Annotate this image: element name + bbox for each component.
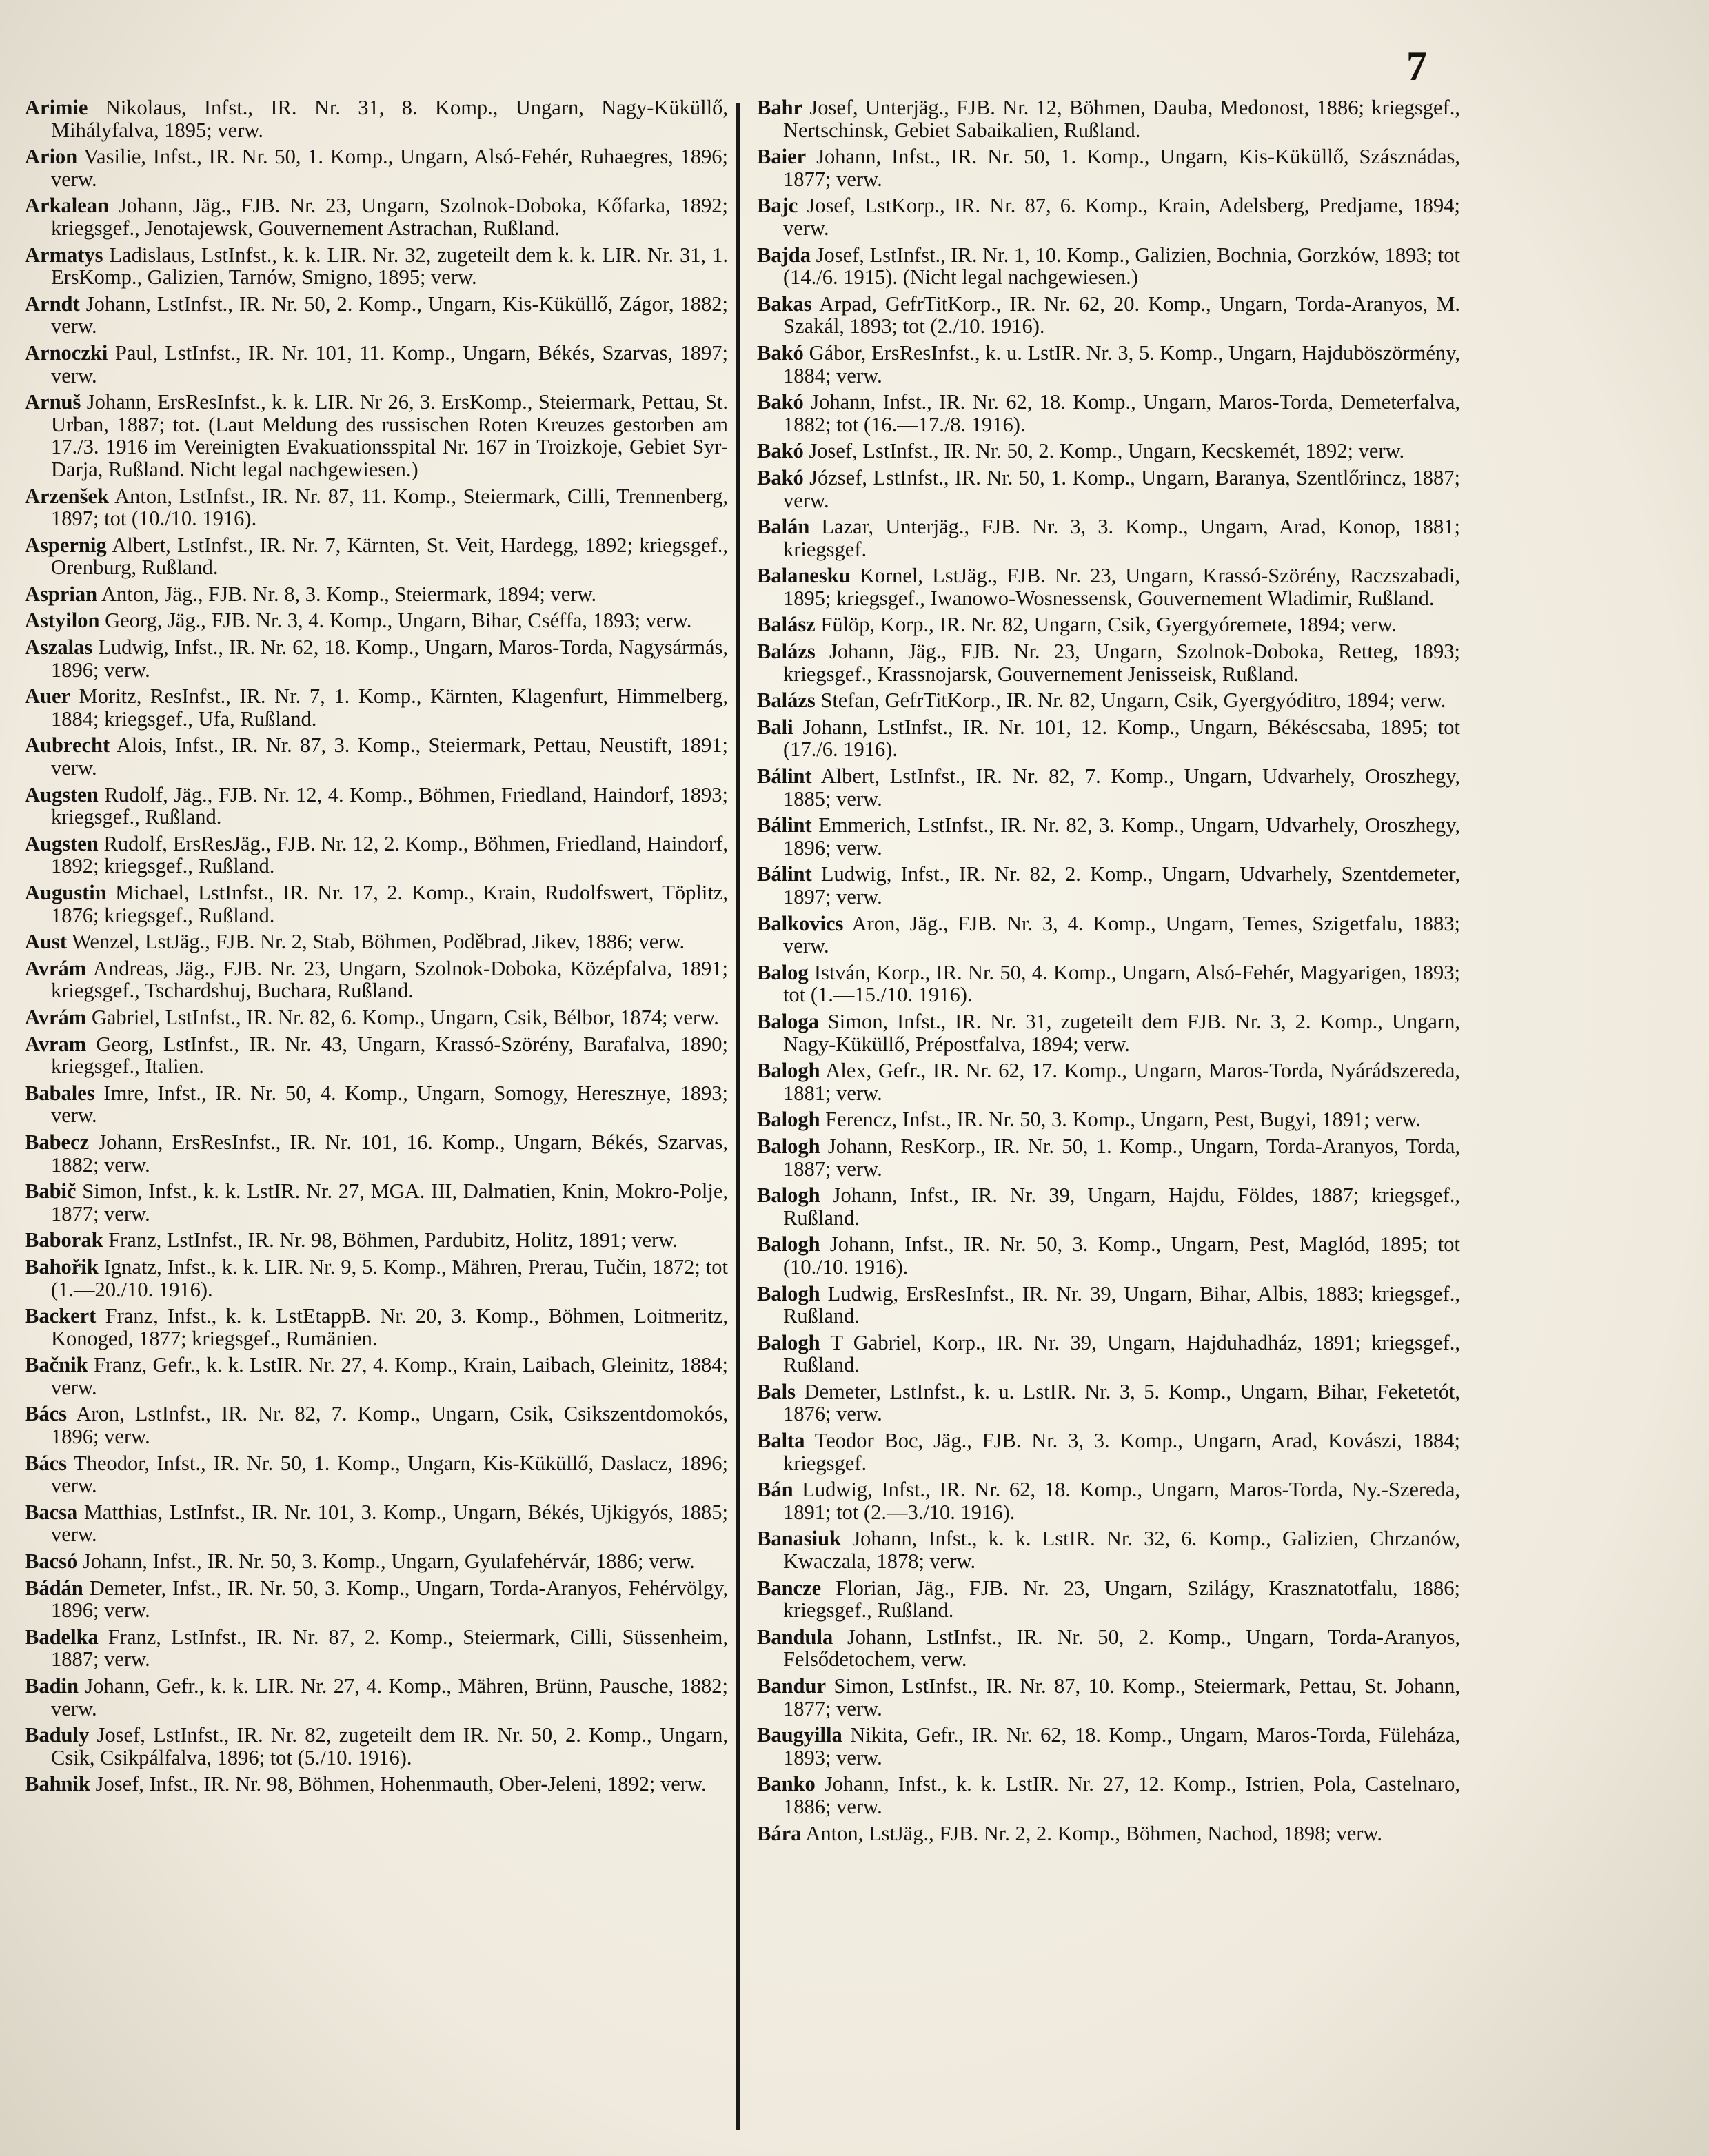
entry-details: Josef, LstInfst., IR. Nr. 1, 10. Komp., Galizien, Bochnia, Gorzków, 1893; tot (14./6. 1915). (Nicht legal nachgewiesen.) [783,243,1460,289]
entry-details: Johann, Infst., k. k. LstIR. Nr. 27, 12. Komp., Istrien, Pola, Castelnaro, 1886; verw. [783,1772,1460,1818]
entry-details: Ludwig, Infst., IR. Nr. 62, 18. Komp., Ungarn, Maros-Torda, Ny.-Szereda, 1891; tot (2.—3./10. 1916). [783,1478,1460,1524]
register-entry [757,1135,1460,1180]
entry-details: Johann, Infst., IR. Nr. 39, Ungarn, Hajdu, Földes, 1887; kriegsgef., Rußland. [783,1183,1460,1230]
register-entry [25,1577,728,1622]
entry-details: Gábor, ErsResInfst., k. u. LstIR. Nr. 3, 5. Komp., Ungarn, Hajduböszörmény, 1884; verw. [783,340,1460,387]
entry-surname: Banko [757,1772,816,1796]
register-entry [25,244,728,289]
entry-details: Josef, LstKorp., IR. Nr. 87, 6. Komp., Krain, Adelsberg, Predjame, 1894; verw. [783,194,1460,240]
entry-surname: Avrám [25,1005,87,1029]
entry-details: Michael, LstInfst., IR. Nr. 17, 2. Komp., Krain, Rudolfswert, Töplitz, 1876; kriegsgef., Rußland. [51,881,728,927]
register-entry [757,1381,1460,1425]
register-entry [25,485,728,530]
entry-surname: Bandula [757,1625,833,1649]
entry-surname: Balogh [757,1330,820,1354]
entry-details: Aron, Jäg., FJB. Nr. 3, 4. Komp., Ungarn, Temes, Szigetfalu, 1883; verw. [783,911,1460,958]
entry-details: Alois, Infst., IR. Nr. 87, 3. Komp., Steiermark, Pettau, Neustift, 1891; verw. [51,733,728,780]
entry-surname: Bakó [757,439,804,463]
entry-surname: Bálint [757,813,812,837]
register-entry [757,1577,1460,1622]
entry-surname: Bahořik [25,1254,99,1279]
entry-surname: Arion [25,145,78,169]
entry-details: Simon, LstInfst., IR. Nr. 87, 10. Komp., Steiermark, Pettau, St. Johann, 1877; verw. [783,1674,1460,1720]
register-entry [25,1354,728,1399]
entry-details: Simon, Infst., IR. Nr. 31, zugeteilt dem FJB. Nr. 3, 2. Komp., Ungarn, Nagy-Küküllő, Prépostfalva, 1894; verw. [783,1009,1460,1056]
entry-details: Lazar, Unterjäg., FJB. Nr. 3, 3. Komp., Ungarn, Arad, Konop, 1881; kriegsgef. [783,515,1460,561]
entry-details: Wenzel, LstJäg., FJB. Nr. 2, Stab, Böhmen, Poděbrad, Jikev, 1886; verw. [67,930,685,954]
register-entry [25,784,728,828]
entry-details: Johann, LstInfst., IR. Nr. 101, 12. Komp., Ungarn, Békéscsaba, 1895; tot (17./6. 1916). [783,715,1460,762]
entry-details: Johann, LstInfst., IR. Nr. 50, 2. Komp., Ungarn, Kis-Küküllő, Zágor, 1882; verw. [51,292,728,338]
entry-details: Rudolf, ErsResJäg., FJB. Nr. 12, 2. Komp., Böhmen, Friedland, Haindorf, 1892; kriegsgef., Rußland. [51,831,728,878]
entry-details: Ludwig, Infst., IR. Nr. 62, 18. Komp., Ungarn, Maros-Torda, Nagysármás, 1896; verw. [51,635,728,682]
entry-details: József, LstInfst., IR. Nr. 50, 1. Komp., Ungarn, Baranya, Szentlőrincz, 1887; verw. [783,465,1460,512]
register-entry [25,1180,728,1225]
register-entry [25,1256,728,1301]
entry-surname: Balogh [757,1281,820,1305]
entry-details: Albert, LstInfst., IR. Nr. 82, 7. Komp., Ungarn, Udvarhely, Oroszhegy, 1885; verw. [783,764,1460,811]
entry-details: Arpad, GefrTitKorp., IR. Nr. 62, 20. Komp., Ungarn, Torda-Aranyos, M. Szakál, 1893; tot (2./10. 1916). [783,292,1460,338]
register-entry [25,534,728,579]
register-entry [25,930,728,953]
register-entry [25,1006,728,1029]
entry-surname: Baloga [757,1009,819,1033]
entry-surname: Balog [757,960,809,984]
register-entry [757,1010,1460,1055]
entry-details: Albert, LstInfst., IR. Nr. 7, Kärnten, St. Veit, Hardegg, 1892; kriegsgef., Orenburg, Rußland. [51,533,728,580]
entry-details: Franz, Gefr., k. k. LstIR. Nr. 27, 4. Komp., Krain, Laibach, Gleinitz, 1884; verw. [51,1353,728,1399]
entry-details: Johann, ErsResInfst., k. k. LIR. Nr 26, 3. ErsKomp., Steiermark, Pettau, St. Urban, 1887; tot. (Laut Meldung des russischen Roten Kreuzes gestorben am 17./3. 1916 im Vereinigten Evakuationsspital Nr. 167 in Troizkoje, Gebiet Syr-Darja, Rußland. Nicht legal nachgewiesen.) [51,390,728,481]
entry-surname: Arzenšek [25,484,109,508]
left-column [25,96,728,1800]
register-entry [25,1773,728,1796]
entry-surname: Avram [25,1032,87,1056]
entry-details: Johann, Infst., IR. Nr. 50, 3. Komp., Ungarn, Gyulafehérvár, 1886; verw. [77,1549,695,1574]
entry-surname: Bajda [757,243,811,267]
entry-surname: Balkovics [757,911,844,935]
entry-surname: Balogh [757,1232,820,1257]
entry-surname: Bács [25,1402,67,1426]
register-entry [25,293,728,338]
register-entry [757,1430,1460,1474]
register-entry [757,765,1460,810]
entry-details: Gabriel, LstInfst., IR. Nr. 82, 6. Komp., Ungarn, Csik, Bélbor, 1874; verw. [86,1005,719,1029]
entry-details: Johann, Infst., IR. Nr. 50, 1. Komp., Ungarn, Kis-Küküllő, Szásznádas, 1877; verw. [783,145,1460,191]
register-entry [25,1082,728,1127]
register-entry [757,1283,1460,1328]
entry-surname: Bačnik [25,1353,88,1377]
entry-surname: Augsten [25,831,99,855]
register-entry [25,734,728,779]
entry-surname: Bali [757,715,793,739]
register-entry [757,1233,1460,1278]
entry-details: Alex, Gefr., IR. Nr. 62, 17. Komp., Ungarn, Maros-Torda, Nyárádszereda, 1881; verw. [783,1059,1460,1105]
register-entry [757,1059,1460,1104]
entry-details: Josef, LstInfst., IR. Nr. 82, zugeteilt dem IR. Nr. 50, 2. Komp., Ungarn, Csik, Csikpálfalva, 1896; tot (5./10. 1916). [51,1723,728,1769]
entry-details: Stefan, GefrTitKorp., IR. Nr. 82, Ungarn, Csik, Gyergyóditro, 1894; verw. [815,689,1446,713]
register-entry [757,640,1460,685]
entry-surname: Balázs [757,689,816,713]
register-entry [757,689,1460,712]
register-entry [25,1033,728,1078]
entry-surname: Auer [25,684,71,709]
register-entry [757,913,1460,957]
entry-details: Demeter, Infst., IR. Nr. 50, 3. Komp., Ungarn, Torda-Aranyos, Fehérvölgy, 1896; verw. [51,1576,728,1623]
entry-surname: Asprian [25,582,98,606]
entry-details: Andreas, Jäg., FJB. Nr. 23, Ungarn, Szolnok-Doboka, Középfalva, 1891; kriegsgef., Tschardshuj, Buchara, Rußland. [51,956,728,1003]
entry-surname: Baier [757,145,807,169]
entry-details: Aron, LstInfst., IR. Nr. 82, 7. Komp., Ungarn, Csik, Csikszentdomokós, 1896; verw. [51,1402,728,1449]
entry-surname: Arkalean [25,194,109,218]
entry-details: Imre, Infst., IR. Nr. 50, 4. Komp., Ungarn, Somogy, Hereszнye, 1893; verw. [51,1081,728,1128]
entry-surname: Bahr [757,96,803,119]
register-entry [757,194,1460,239]
entry-surname: Augsten [25,782,99,806]
register-entry [757,716,1460,761]
entry-surname: Balázs [757,640,816,664]
register-entry [25,1724,728,1769]
entry-details: Emmerich, LstInfst., IR. Nr. 82, 3. Komp., Ungarn, Udvarhely, Oroszhegy, 1896; verw. [783,813,1460,860]
entry-surname: Balász [757,613,816,637]
entry-surname: Bakó [757,465,804,489]
entry-details: Demeter, LstInfst., k. u. LstIR. Nr. 3, 5. Komp., Ungarn, Bihar, Feketetót, 1876; verw. [783,1379,1460,1426]
entry-details: Moritz, ResInfst., IR. Nr. 7, 1. Komp., Kärnten, Klagenfurt, Himmelberg, 1884; kriegsgef., Ufa, Rußland. [51,684,728,731]
register-entry [757,145,1460,190]
entry-details: Ludwig, Infst., IR. Nr. 82, 2. Komp., Ungarn, Udvarhely, Szentdemeter, 1897; verw. [783,862,1460,908]
entry-details: Ferencz, Infst., IR. Nr. 50, 3. Komp., Ungarn, Pest, Bugyi, 1891; verw. [820,1108,1421,1132]
register-entry [25,583,728,606]
register-entry [25,145,728,190]
entry-surname: Bahnik [25,1772,90,1796]
entry-details: Georg, Jäg., FJB. Nr. 3, 4. Komp., Ungarn, Bihar, Cséffa, 1893; verw. [99,609,692,633]
entry-surname: Babecz [25,1130,90,1154]
entry-surname: Bacsó [25,1549,78,1574]
entry-surname: Armatys [25,243,103,267]
entry-surname: Bára [757,1821,802,1845]
register-entry [25,609,728,632]
entry-surname: Avrám [25,956,87,980]
entry-surname: Backert [25,1304,97,1328]
entry-details: Johann, ResKorp., IR. Nr. 50, 1. Komp., Ungarn, Torda-Aranyos, Torda, 1887; verw. [783,1134,1460,1181]
register-entry [757,440,1460,462]
entry-surname: Babales [25,1081,95,1105]
entry-surname: Arndt [25,292,80,316]
register-entry [757,1773,1460,1818]
right-column [757,96,1460,1849]
entry-details: Johann, Jäg., FJB. Nr. 23, Ungarn, Szolnok-Doboka, Retteg, 1893; kriegsgef., Krassnojarsk, Gouvernement Jenisseisk, Rußland. [783,640,1460,686]
entry-details: Franz, LstInfst., IR. Nr. 98, Böhmen, Pardubitz, Holitz, 1891; verw. [103,1228,678,1252]
register-entry [757,814,1460,859]
entry-surname: Bán [757,1478,793,1502]
register-entry [757,1626,1460,1671]
entry-details: Johann, Infst., IR. Nr. 50, 3. Komp., Ungarn, Pest, Maglód, 1895; tot (10./10. 1916). [783,1232,1460,1279]
entry-surname: Balogh [757,1183,820,1208]
register-entry [25,342,728,387]
entry-surname: Balán [757,515,810,539]
register-entry [25,1305,728,1350]
entry-details: Florian, Jäg., FJB. Nr. 23, Ungarn, Szilágy, Krasznatotfalu, 1886; kriegsgef., Rußland. [783,1576,1460,1623]
entry-surname: Aspernig [25,533,107,557]
entry-details: Anton, Jäg., FJB. Nr. 8, 3. Komp., Steiermark, 1894; verw. [97,582,597,606]
entry-details: Ladislaus, LstInfst., k. k. LIR. Nr. 32, zugeteilt dem k. k. LIR. Nr. 31, 1. ErsKomp., Galizien, Tarnów, Smigno, 1895; verw. [51,243,728,289]
page-number: 7 [1406,43,1427,89]
entry-details: Josef, LstInfst., IR. Nr. 50, 2. Komp., Ungarn, Kecskemét, 1892; verw. [803,439,1405,463]
entry-details: Anton, LstJäg., FJB. Nr. 2, 2. Komp., Böhmen, Nachod, 1898; verw. [801,1821,1383,1845]
entry-details: Josef, Infst., IR. Nr. 98, Böhmen, Hohenmauth, Ober-Jeleni, 1892; verw. [90,1772,707,1796]
register-entry [757,1478,1460,1523]
register-entry [757,962,1460,1006]
register-entry [25,833,728,877]
entry-details: Theodor, Infst., IR. Nr. 50, 1. Komp., Ungarn, Kis-Küküllő, Daslacz, 1896; verw. [51,1451,728,1498]
entry-surname: Badin [25,1674,79,1698]
entry-surname: Bálint [757,764,812,789]
entry-surname: Bacsa [25,1500,78,1524]
entry-surname: Badelka [25,1625,99,1649]
entry-details: Josef, Unterjäg., FJB. Nr. 12, Böhmen, Dauba, Medonost, 1886; kriegsgef., Nertschinsk, Gebiet Sabaikalien, Rußland. [783,96,1460,142]
register-entry [25,1229,728,1252]
entry-details: Fülöp, Korp., IR. Nr. 82, Ungarn, Csik, Gyergyóremete, 1894; verw. [815,613,1397,637]
entry-surname: Baugyilla [757,1723,842,1747]
register-entry [757,1332,1460,1376]
entry-surname: Arnoczki [25,340,108,365]
entry-details: Teodor Boc, Jäg., FJB. Nr. 3, 3. Komp., Ungarn, Arad, Kovászi, 1884; kriegsgef. [783,1429,1460,1475]
entry-surname: Bajc [757,194,798,218]
entry-surname: Aszalas [25,635,93,660]
entry-surname: Balogh [757,1108,820,1132]
entry-surname: Balogh [757,1059,820,1083]
entry-details: Nikolaus, Infst., IR. Nr. 31, 8. Komp., Ungarn, Nagy-Küküllő, Mihályfalva, 1895; verw. [51,96,728,142]
register-entry [757,244,1460,289]
register-entry [25,636,728,681]
register-entry [757,391,1460,436]
entry-details: Paul, LstInfst., IR. Nr. 101, 11. Komp., Ungarn, Békés, Szarvas, 1897; verw. [51,340,728,387]
register-entry [757,1108,1460,1131]
entry-surname: Aust [25,930,68,954]
register-entry [757,1675,1460,1720]
register-entry [757,565,1460,609]
register-entry [25,96,728,141]
register-entry [25,1626,728,1671]
entry-surname: Balanesku [757,564,851,588]
entry-surname: Banasiuk [757,1527,842,1551]
register-entry [25,391,728,480]
register-entry [757,467,1460,511]
register-entry [25,1131,728,1176]
entry-surname: Bálint [757,862,812,886]
entry-details: Johann, Jäg., FJB. Nr. 23, Ungarn, Szolnok-Doboka, Kőfarka, 1892; kriegsgef., Jenotajewsk, Gouvernement Astrachan, Rußland. [51,194,728,240]
entry-surname: Astyilon [25,609,100,633]
register-entry [757,1724,1460,1769]
entry-details: Johann, Infst., IR. Nr. 62, 18. Komp., Ungarn, Maros-Torda, Demeterfalva, 1882; tot (16.—17./8. 1916). [783,390,1460,436]
register-entry [25,1501,728,1546]
register-entry [757,342,1460,387]
entry-details: Kornel, LstJäg., FJB. Nr. 23, Ungarn, Krassó-Szörény, Raczszabadi, 1895; kriegsgef., Iwanowo-Wosnessensk, Gouvernement Wladimir, Rußland. [783,564,1460,610]
entry-surname: Arnuš [25,390,81,414]
entry-surname: Baborak [25,1228,103,1252]
register-entry [25,1550,728,1573]
register-entry [757,96,1460,141]
entry-details: Simon, Infst., k. k. LstIR. Nr. 27, MGA. III, Dalmatien, Knin, Mokro-Polje, 1877; verw. [51,1179,728,1226]
entry-details: Franz, LstInfst., IR. Nr. 87, 2. Komp., Steiermark, Cilli, Süssenheim, 1887; verw. [51,1625,728,1671]
register-entry [25,1403,728,1447]
entry-surname: Bakó [757,340,804,365]
register-entry [757,516,1460,560]
entry-surname: Augustin [25,881,107,904]
entry-surname: Babič [25,1179,77,1203]
entry-details: Johann, Infst., k. k. LstIR. Nr. 32, 6. Komp., Galizien, Chrzanów, Kwaczala, 1878; verw. [783,1527,1460,1574]
entry-surname: Aubrecht [25,733,110,757]
register-entry [757,1184,1460,1229]
entry-details: T Gabriel, Korp., IR. Nr. 39, Ungarn, Hajduhadház, 1891; kriegsgef., Rußland. [783,1330,1460,1377]
register-entry [757,613,1460,636]
entry-surname: Arimie [25,96,88,119]
entry-surname: Balta [757,1429,805,1453]
entry-details: Anton, LstInfst., IR. Nr. 87, 11. Komp., Steiermark, Cilli, Trennenberg, 1897; tot (10./10. 1916). [51,484,728,531]
entry-details: Ludwig, ErsResInfst., IR. Nr. 39, Ungarn, Bihar, Albis, 1883; kriegsgef., Rußland. [783,1281,1460,1328]
register-entry [25,685,728,730]
entry-details: Vasilie, Infst., IR. Nr. 50, 1. Komp., Ungarn, Alsó-Fehér, Ruhaegres, 1896; verw. [51,145,728,191]
entry-surname: Baduly [25,1723,90,1747]
register-entry [25,957,728,1002]
entry-details: Ignatz, Infst., k. k. LIR. Nr. 9, 5. Komp., Mähren, Prerau, Tučin, 1872; tot (1.—20./10. 1916). [51,1254,728,1301]
entry-surname: Balogh [757,1134,820,1158]
register-entry [757,863,1460,908]
entry-details: Johann, LstInfst., IR. Nr. 50, 2. Komp., Ungarn, Torda-Aranyos, Felsődetochem, verw. [783,1625,1460,1671]
entry-details: Franz, Infst., k. k. LstEtappB. Nr. 20, 3. Komp., Böhmen, Loitmeritz, Konoged, 1877; kriegsgef., Rumänien. [51,1304,728,1350]
entry-surname: Bádán [25,1576,83,1600]
register-entry [757,293,1460,338]
register-entry [25,1452,728,1497]
entry-surname: Bandur [757,1674,827,1698]
entry-surname: Bals [757,1379,796,1403]
register-entry [25,882,728,926]
register-entry [757,1527,1460,1572]
entry-surname: Bakas [757,292,812,316]
entry-details: Georg, LstInfst., IR. Nr. 43, Ungarn, Krassó-Szörény, Barafalva, 1890; kriegsgef., Italien. [51,1032,728,1079]
column-divider [736,103,740,2130]
entry-surname: Bancze [757,1576,822,1600]
entry-details: Rudolf, Jäg., FJB. Nr. 12, 4. Komp., Böhmen, Friedland, Haindorf, 1893; kriegsgef., Rußland. [51,782,728,829]
entry-surname: Bakó [757,390,804,414]
entry-details: Nikita, Gefr., IR. Nr. 62, 18. Komp., Ungarn, Maros-Torda, Füleháza, 1893; verw. [783,1723,1460,1769]
entry-details: Johann, ErsResInfst., IR. Nr. 101, 16. Komp., Ungarn, Békés, Szarvas, 1882; verw. [51,1130,728,1177]
register-entry [25,1675,728,1720]
register-entry [25,194,728,239]
entry-details: Johann, Gefr., k. k. LIR. Nr. 27, 4. Komp., Mähren, Brünn, Pausche, 1882; verw. [51,1674,728,1720]
register-entry [757,1822,1460,1845]
entry-details: Matthias, LstInfst., IR. Nr. 101, 3. Komp., Ungarn, Békés, Ujkigyós, 1885; verw. [51,1500,728,1547]
entry-details: István, Korp., IR. Nr. 50, 4. Komp., Ungarn, Alsó-Fehér, Magyarigen, 1893; tot (1.—15./10. 1916). [783,960,1460,1007]
entry-surname: Bács [25,1451,67,1475]
